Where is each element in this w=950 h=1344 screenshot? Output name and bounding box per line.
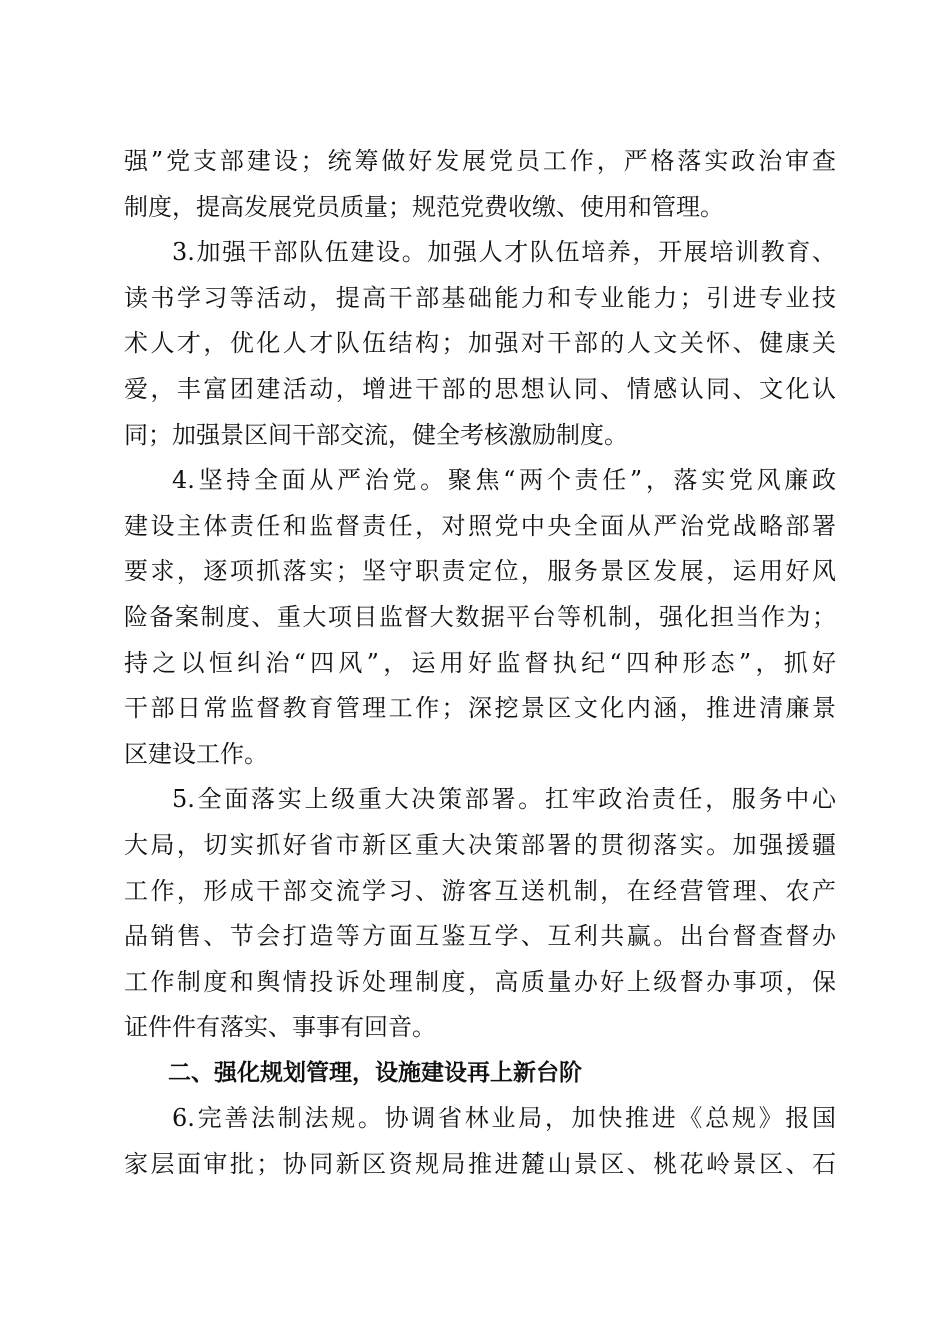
paragraph-line: 强”党支部建设；统筹做好发展党员工作，严格落实政治审查: [124, 147, 836, 175]
paragraph-line: 持之以恒纠治“四风”，运用好监督执纪“四种形态”，抓好: [124, 648, 836, 677]
document-body: [124, 139, 836, 1188]
paragraph-line: 工作，形成干部交流学习、游客互送机制，在经营管理、农产: [124, 876, 836, 905]
paragraph-line: 大局，切实抓好省市新区重大决策部署的贯彻落实。加强援疆: [124, 830, 836, 859]
item-5-first-line: 5.全面落实上级重大决策部署。扛牢政治责任，服务中心: [172, 785, 836, 814]
paragraph-line: 制度，提高发展党员质量；规范党费收缴、使用和管理。: [124, 192, 724, 221]
paragraph-line: 读书学习等活动，提高干部基础能力和专业能力；引进专业技: [124, 283, 836, 312]
paragraph-line: 工作制度和舆情投诉处理制度，高质量办好上级督办事项，保: [124, 967, 836, 996]
paragraph-line: 同；加强景区间干部交流，健全考核激励制度。: [124, 420, 628, 449]
paragraph-line: 建设主体责任和监督责任，对照党中央全面从严治党战略部署: [124, 511, 836, 540]
paragraph-line: 品销售、节会打造等方面互鉴互学、互利共赢。出台督查督办: [124, 922, 836, 951]
item-6-first-line: 6.完善法制法规。协调省林业局，加快推进《总规》报国: [172, 1104, 836, 1133]
paragraph-line: 干部日常监督教育管理工作；深挖景区文化内涵，推进清廉景: [124, 694, 836, 723]
item-3-first-line: 3.加强干部队伍建设。加强人才队伍培养，开展培训教育、: [172, 238, 836, 267]
paragraph-line: 险备案制度、重大项目监督大数据平台等机制，强化担当作为；: [124, 602, 836, 631]
paragraph-line: 证件件有落实、事事有回音。: [124, 1013, 436, 1042]
paragraph-line: 家层面审批；协同新区资规局推进麓山景区、桃花岭景区、石: [124, 1150, 836, 1179]
section-heading: 二、强化规划管理，设施建设再上新台阶: [168, 1059, 582, 1086]
item-4-first-line: 4.坚持全面从严治党。聚焦“两个责任”，落实党风廉政: [172, 466, 836, 495]
paragraph-line: 爱，丰富团建活动，增进干部的思想认同、情感认同、文化认: [124, 374, 836, 403]
paragraph-line: 要求，逐项抓落实；坚守职责定位，服务景区发展，运用好风: [124, 557, 836, 586]
paragraph-line: 术人才，优化人才队伍结构；加强对干部的人文关怀、健康关: [124, 329, 836, 358]
paragraph-line: 区建设工作。: [124, 739, 268, 768]
